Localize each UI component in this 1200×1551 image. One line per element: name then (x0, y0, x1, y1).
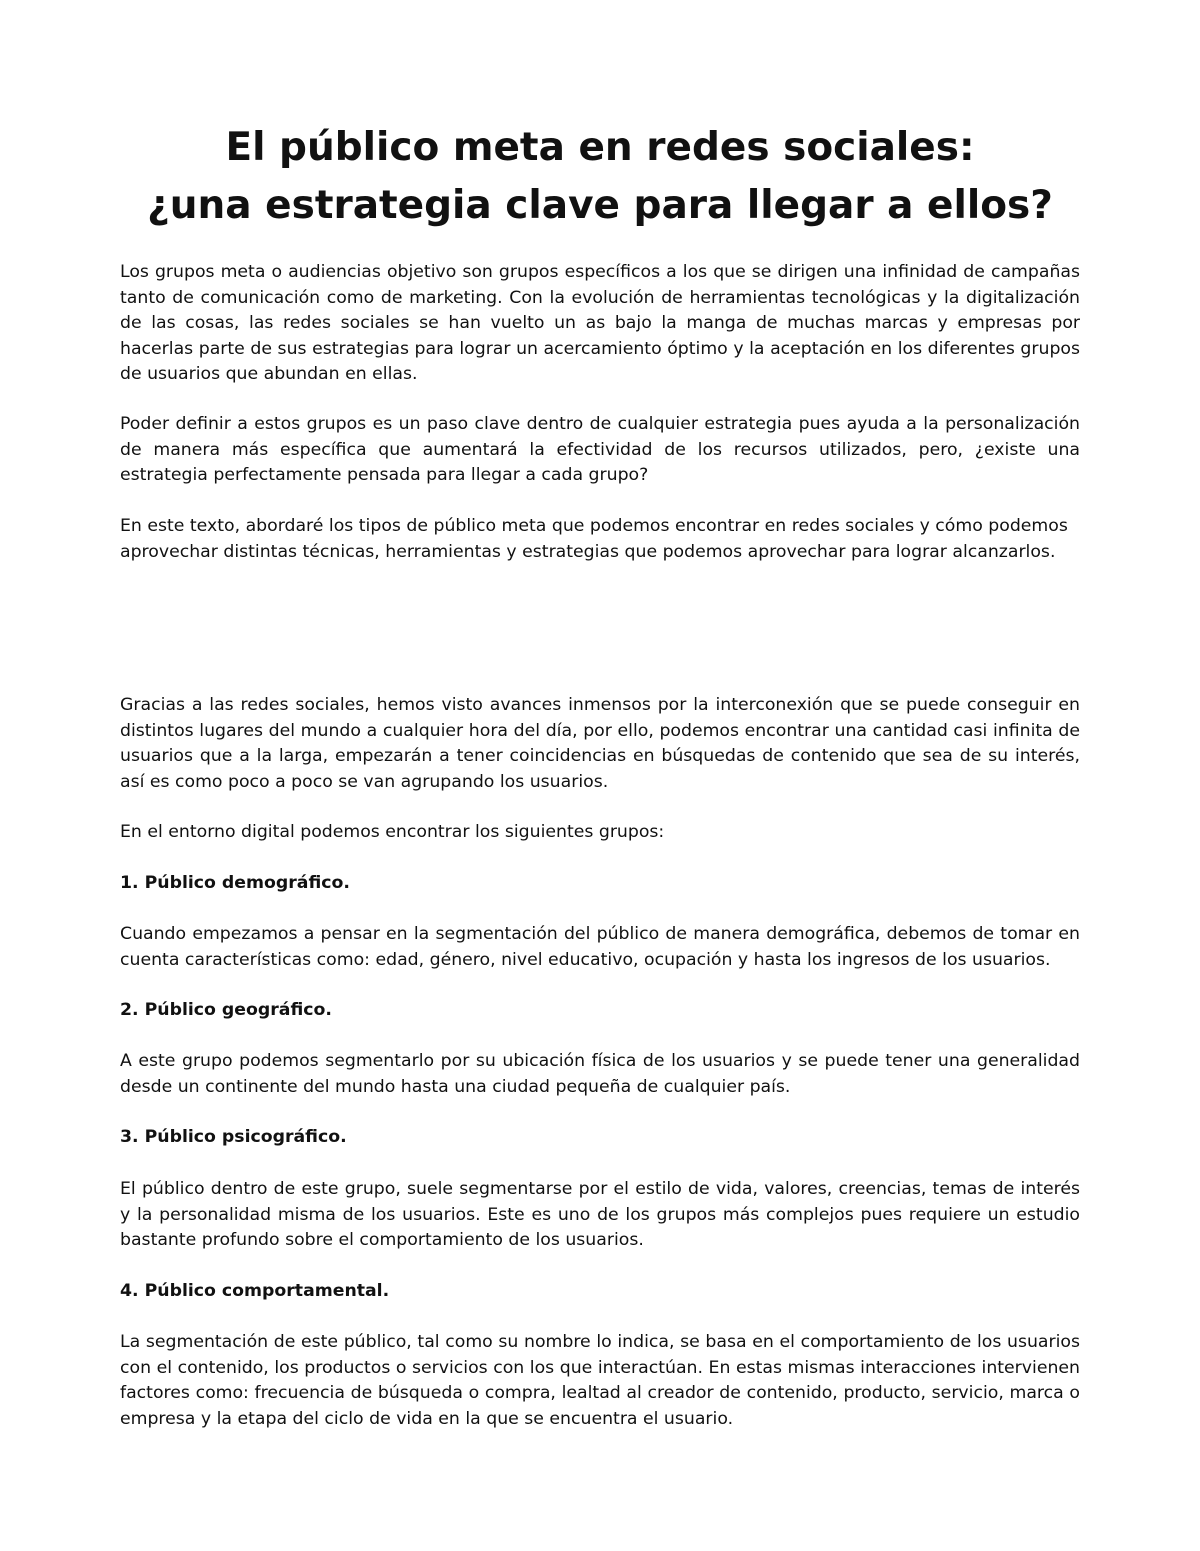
definition-paragraph: Poder definir a estos grupos es un paso clave dentro de cualquier estrategia pues ayuda a la personalización de manera más específica que aumentará la efectividad de los recursos utilizados, pero, ¿existe una estrategia perfectamente pensada para llegar a cada grupo? (120, 414, 1080, 485)
section-heading-behavioral: 4. Público comportamental. (120, 1281, 390, 1301)
page-title-line-1: El público meta en redes sociales: (225, 125, 975, 170)
section-heading-demographic: 1. Público demográfico. (120, 873, 350, 893)
section-body-demographic: Cuando empezamos a pensar en la segmentación del público de manera demográfica, debemos de tomar en cuenta características como: edad, género, nivel educativo, ocupación y hasta los ingresos de los usuarios. (120, 924, 1080, 970)
section-body-geographic: A este grupo podemos segmentarlo por su ubicación física de los usuarios y se puede tener una generalidad desde un continente del mundo hasta una ciudad pequeña de cualquier país. (120, 1051, 1080, 1097)
section-body-behavioral: La segmentación de este público, tal como su nombre lo indica, se basa en el comportamiento de los usuarios con el contenido, los productos o servicios con los que interactúan. En estas mismas interacciones intervienen factores como: frecuencia de búsqueda o compra, lealtad al creador de contenido, producto, servicio, marca o empresa y la etapa del ciclo de vida en la que se encuentra el usuario. (120, 1332, 1080, 1429)
page-title-line-2: ¿una estrategia clave para llegar a ellos? (147, 183, 1053, 228)
scope-paragraph: En este texto, abordaré los tipos de público meta que podemos encontrar en redes sociales y cómo podemos aprovechar distintas técnicas, herramientas y estrategias que podemos aprovechar para lograr alcanzarlos. (120, 516, 1068, 562)
section-heading-geographic: 2. Público geográfico. (120, 1000, 332, 1020)
context-paragraph: Gracias a las redes sociales, hemos visto avances inmensos por la interconexión que se puede conseguir en distintos lugares del mundo a cualquier hora del día, por ello, podemos encontrar una cantidad casi infinita de usuarios que a la larga, empezarán a tener coincidencias en búsquedas de contenido que sea de su interés, así es como poco a poco se van agrupando los usuarios. (120, 695, 1080, 792)
section-body-psychographic: El público dentro de este grupo, suele segmentarse por el estilo de vida, valores, creencias, temas de interés y la personalidad misma de los usuarios. Este es uno de los grupos más complejos pues requiere un estudio bastante profundo sobre el comportamiento de los usuarios. (120, 1179, 1080, 1250)
section-heading-psychographic: 3. Público psicográfico. (120, 1127, 347, 1147)
intro-paragraph: Los grupos meta o audiencias objetivo son grupos específicos a los que se dirigen una infinidad de campañas tanto de comunicación como de marketing. Con la evolución de herramientas tecnológicas y la digitalización de las cosas, las redes sociales se han vuelto un as bajo la manga de muchas marcas y empresas por hacerlas parte de sus estrategias para lograr un acercamiento óptimo y la aceptación en los diferentes grupos de usuarios que abundan en ellas. (120, 262, 1080, 384)
groups-intro-paragraph: En el entorno digital podemos encontrar los siguientes grupos: (120, 822, 665, 842)
